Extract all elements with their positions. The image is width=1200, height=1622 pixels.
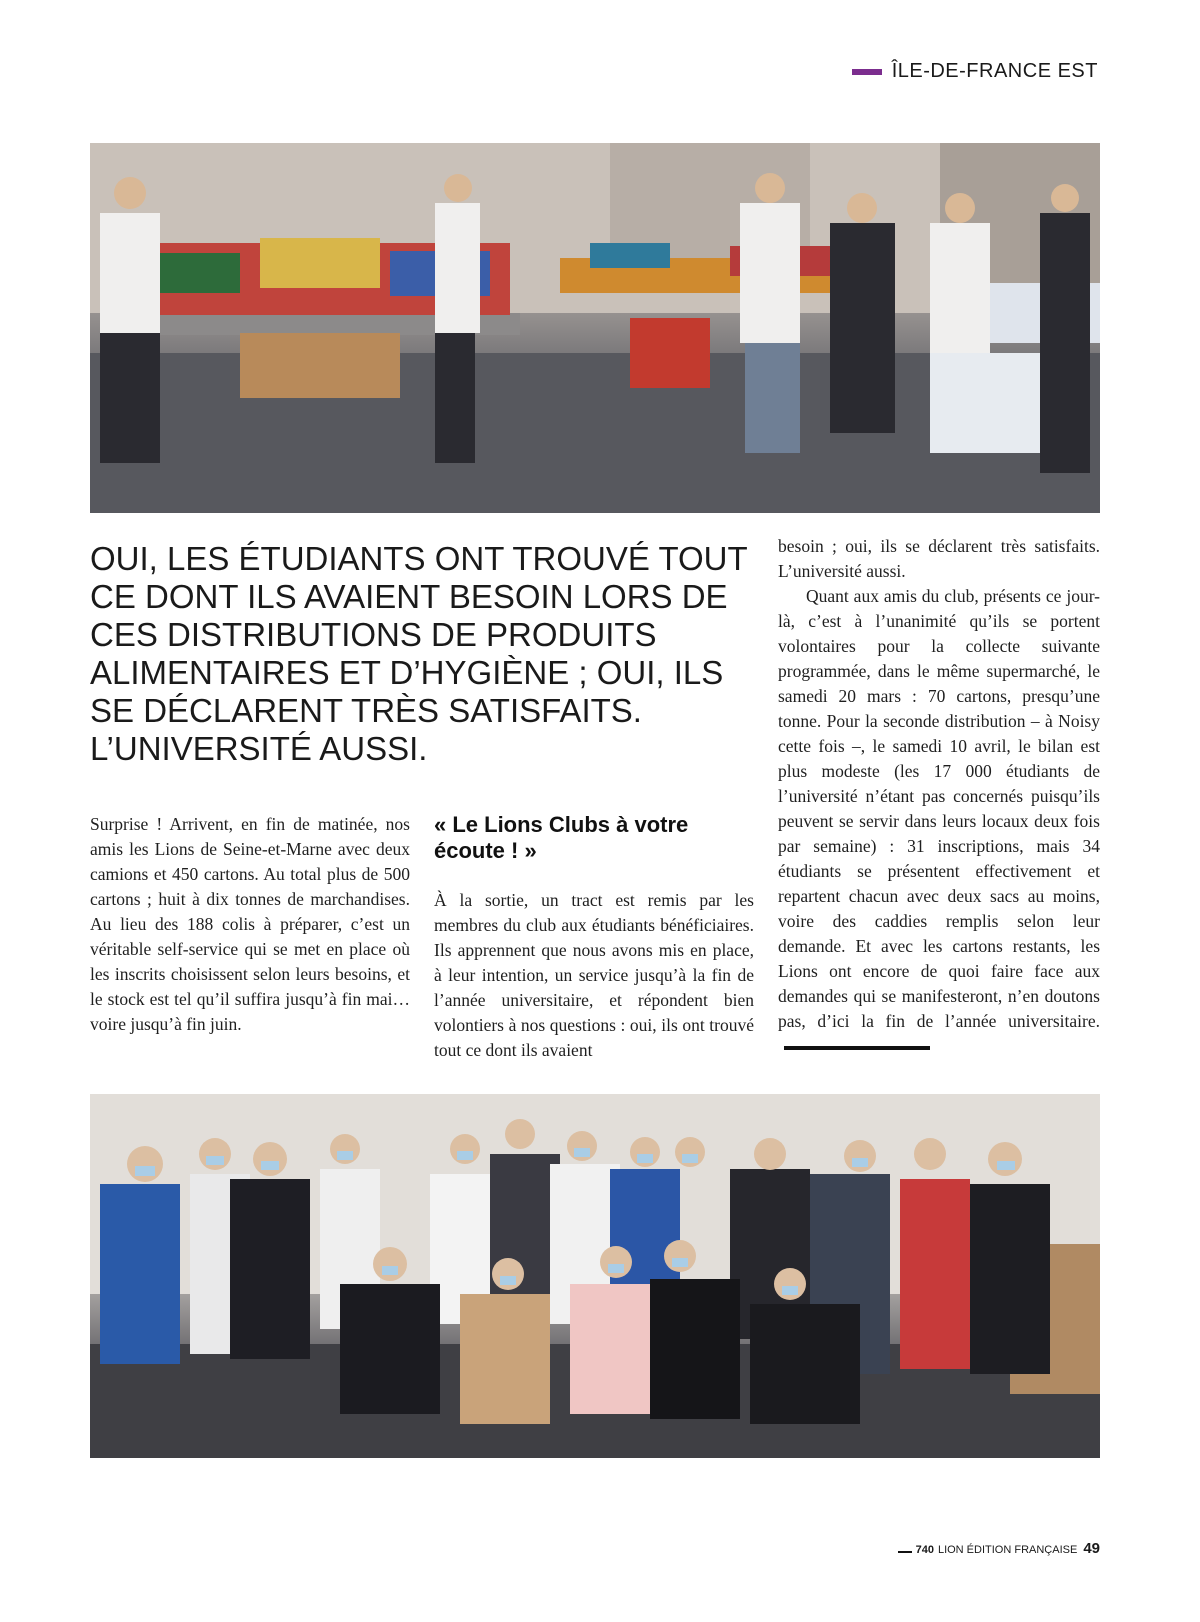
paragraph-club-friends-text: Quant aux amis du club, présents ce jour-là, c’est à l’unanimité qu’ils se portent volontaires pour la collecte suivante programmée, dans le même supermarché, le samedi 20 mars : 70 cartons, presqu’une tonne. Pour la seconde distribution – à Noisy cette fois –, le samedi 10 avril, le bilan est plus modeste (les 17 000 étudiants de l’université n’étant pas concernés puisqu’ils peuvent se servir dans leurs locaux deux fois par semaine) : 31 inscriptions, mais 34 étudiants se présentent effectivement et repartent chacun avec deux sacs au moins, voire des caddies remplis selon leur demande. Et avec les cartons restants, les Lions ont encore de quoi faire face aux demandes qui se manifesteront, n’en doutons pas, d’ici la fin de l’année universitaire. bbox=[778, 586, 1100, 1031]
subheading-lions-listening: « Le Lions Clubs à votre écoute ! » bbox=[434, 812, 689, 863]
photo-group-volunteers-illustration bbox=[90, 1094, 1100, 1458]
paragraph-leaflet: À la sortie, un tract est remis par les membres du club aux étudiants bénéficiaires. Ils apprennent que nous avons mis en place, à leur intention, un service jusqu’à la fin de l’année universitaire, et répondent bien volontiers à nos questions : oui, ils ont trouvé tout ce dont ils avaient bbox=[434, 890, 754, 1060]
section-title: ÎLE-DE-FRANCE EST bbox=[891, 60, 1098, 82]
paragraph-arrival: Surprise ! Arrivent, en fin de matinée, nos amis les Lions de Seine-et-Marne avec deux camions et 450 cartons. Au total plus de 500 cartons ; huit à dix tonnes de marchandises. Au lieu des 188 colis à préparer, c’est un véritable self-service qui se met en place où les inscrits choisissent selon leurs besoins, et le stock est tel qu’il suffira jusqu’à fin mai… voire jusqu’à fin juin. bbox=[90, 814, 410, 1034]
end-of-article-mark bbox=[784, 1046, 930, 1050]
article-column-1 bbox=[90, 812, 410, 1037]
section-accent-bar bbox=[852, 69, 882, 75]
photo-food-distribution-illustration bbox=[90, 143, 1100, 513]
section-label bbox=[852, 60, 1098, 83]
photo-food-distribution bbox=[90, 143, 1100, 513]
issue-number: 740 bbox=[915, 1544, 934, 1556]
page-footer bbox=[898, 1540, 1100, 1557]
paragraph-continued: besoin ; oui, ils se déclarent très satisfaits. L’université aussi. bbox=[778, 536, 1100, 581]
article-column-3 bbox=[778, 534, 1100, 1059]
pull-quote: OUI, LES ÉTUDIANTS ONT TROUVÉ TOUT CE DONT ILS AVAIENT BESOIN LORS DE CES DISTRIBUTIONS DE PRODUITS ALIMENTAIRES ET D’HYGIÈNE ; OUI, ILS SE DÉCLARENT TRÈS SATISFAITS. L’UNIVERSITÉ AUSSI. bbox=[90, 540, 748, 767]
photo-group-volunteers bbox=[90, 1094, 1100, 1458]
footer-dash bbox=[898, 1551, 912, 1553]
paragraph-club-friends bbox=[778, 584, 1100, 1059]
publication-name: LION ÉDITION FRANÇAISE bbox=[937, 1544, 1078, 1556]
page-number: 49 bbox=[1083, 1540, 1100, 1557]
article-column-2 bbox=[434, 812, 754, 1063]
